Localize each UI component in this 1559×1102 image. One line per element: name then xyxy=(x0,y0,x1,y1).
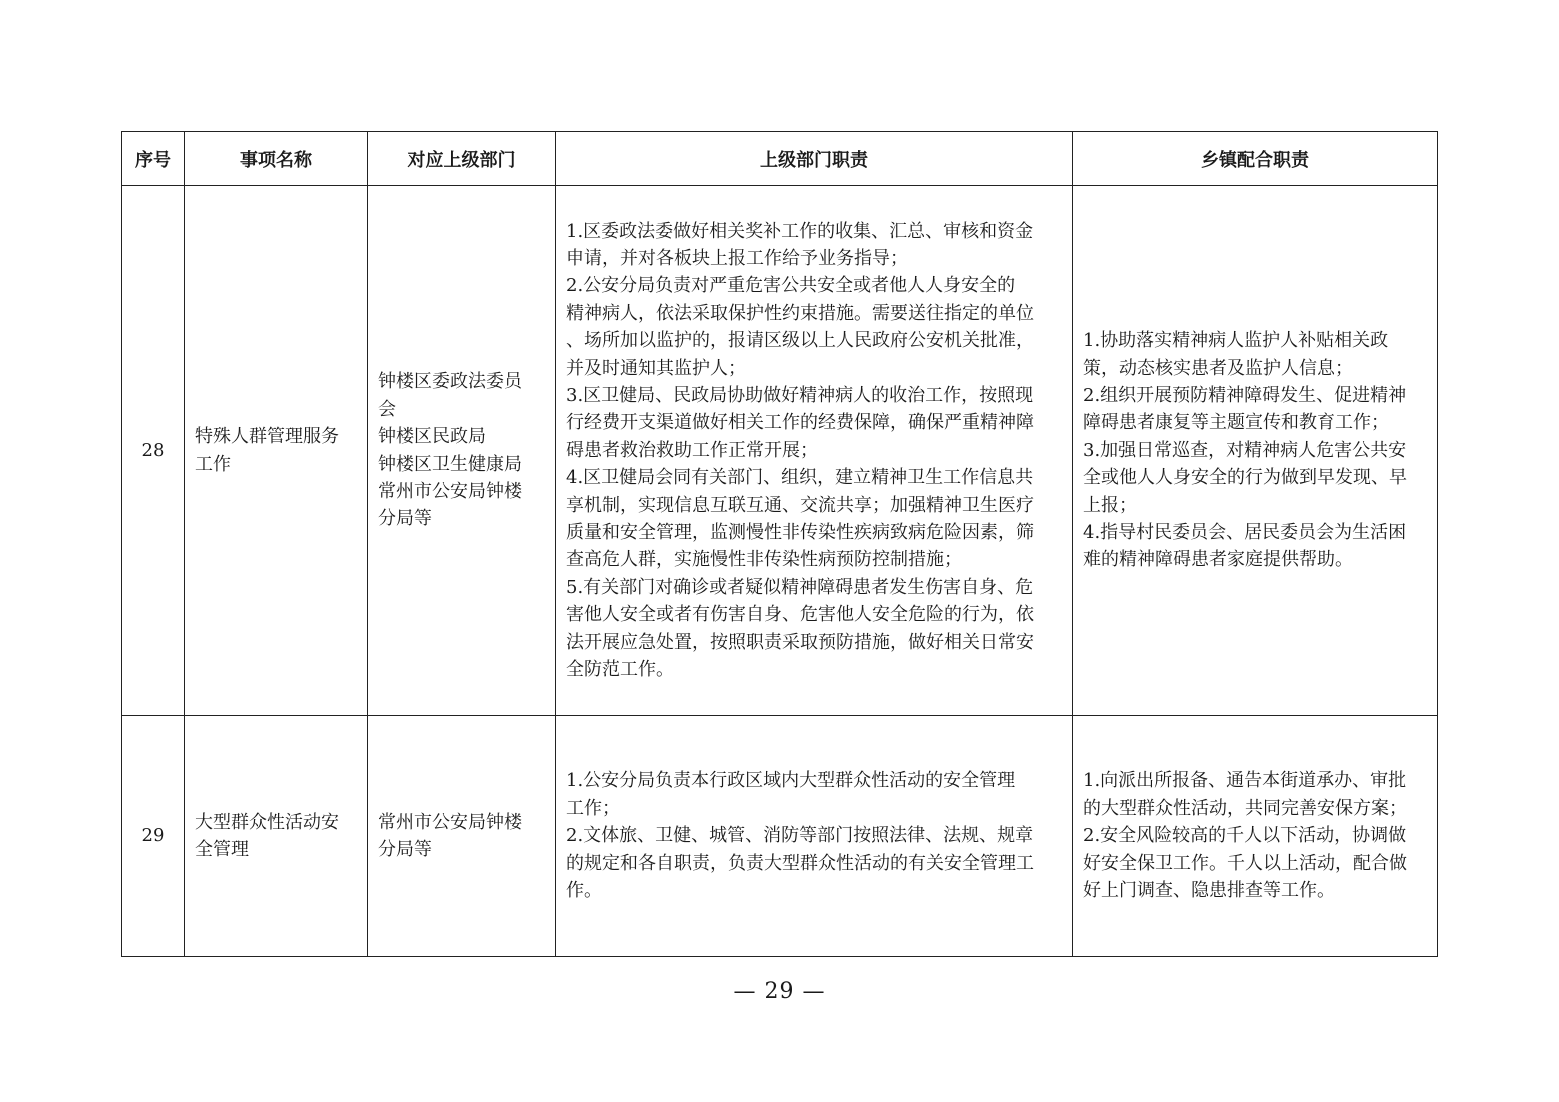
text-line: 申请，并对各板块上报工作给予业务指导； xyxy=(566,247,908,269)
text-line: 法开展应急处置，按照职责采取预防措施，做好相关日常安 xyxy=(566,631,1034,653)
text-line: 分局等 xyxy=(378,839,432,860)
text-line: 、场所加以监护的，报请区级以上人民政府公安机关批准， xyxy=(566,330,1034,352)
text-line: 害他人安全或者有伤害自身、危害他人安全危险的行为，依 xyxy=(566,604,1034,626)
text-line: 4.区卫健局会同有关部门、组织，建立精神卫生工作信息共 xyxy=(566,467,1034,489)
text-line: 全或他人人身安全的行为做到早发现、早 xyxy=(1083,467,1407,489)
responsibility-table xyxy=(121,131,1438,957)
text-line: 钟楼区民政局 xyxy=(378,426,486,448)
text-line: 2.安全风险较高的千人以下活动，协调做 xyxy=(1083,825,1407,847)
text-line: 的大型群众性活动，共同完善安保方案； xyxy=(1083,797,1407,819)
header-superior-duty: 上级部门职责 xyxy=(556,132,1073,186)
text-line: 障碍患者康复等主题宣传和教育工作； xyxy=(1083,412,1389,434)
text-line: 难的精神障碍患者家庭提供帮助。 xyxy=(1083,549,1353,571)
text-line: 1.协助落实精神病人监护人补贴相关政 xyxy=(1083,330,1389,352)
text-line: 行经费开支渠道做好相关工作的经费保障，确保严重精神障 xyxy=(566,412,1034,434)
text-line: 大型群众性活动安 xyxy=(195,811,339,833)
text-line: 策，动态核实患者及监护人信息； xyxy=(1083,357,1353,379)
row-item-name xyxy=(185,716,368,957)
text-line: 的规定和各自职责，负责大型群众性活动的有关安全管理工 xyxy=(566,852,1034,874)
header-town-duty: 乡镇配合职责 xyxy=(1073,132,1438,186)
text-line: 常州市公安局钟楼 xyxy=(378,480,522,502)
table-row xyxy=(122,716,1438,957)
text-line: 2.组织开展预防精神障碍发生、促进精神 xyxy=(1083,384,1407,406)
text-line: 精神病人，依法采取保护性约束措施。需要送往指定的单位 xyxy=(566,302,1034,324)
text-line: 3.区卫健局、民政局协助做好精神病人的收治工作，按照现 xyxy=(566,384,1034,406)
text-line: 分局等 xyxy=(378,508,432,530)
row-superior-dept xyxy=(368,186,556,716)
text-line: 5.有关部门对确诊或者疑似精神障碍患者发生伤害自身、危 xyxy=(566,576,1034,598)
text-line: 1.公安分局负责本行政区域内大型群众性活动的安全管理 xyxy=(566,770,1016,792)
text-line: 查高危人群，实施慢性非传染性病预防控制措施； xyxy=(566,549,962,571)
text-line: 全防范工作。 xyxy=(566,659,674,681)
text-line: 质量和安全管理，监测慢性非传染性疾病致病危险因素，筛 xyxy=(566,522,1034,544)
table-header-row xyxy=(122,132,1438,186)
row-town-duty xyxy=(1073,186,1438,716)
text-line: 2.公安分局负责对严重危害公共安全或者他人人身安全的 xyxy=(566,275,1016,297)
text-line: 并及时通知其监护人； xyxy=(566,357,746,379)
text-line: 作。 xyxy=(566,880,602,902)
text-line: 1.区委政法委做好相关奖补工作的收集、汇总、审核和资金 xyxy=(566,220,1034,242)
text-line: 4.指导村民委员会、居民委员会为生活困 xyxy=(1083,522,1407,544)
row-superior-dept xyxy=(368,716,556,957)
text-line: 工作 xyxy=(195,453,231,475)
row-item-name xyxy=(185,186,368,716)
text-line: 碍患者救治救助工作正常开展； xyxy=(566,439,818,461)
text-line: 特殊人群管理服务 xyxy=(195,426,339,448)
text-line: 钟楼区委政法委员 xyxy=(378,371,522,393)
text-line: 工作； xyxy=(566,797,620,819)
text-line: 会 xyxy=(378,398,396,420)
row-serial: 29 xyxy=(122,716,185,957)
text-line: 3.加强日常巡查，对精神病人危害公共安 xyxy=(1083,439,1407,461)
text-line: 享机制，实现信息互联互通、交流共享；加强精神卫生医疗 xyxy=(566,494,1034,516)
header-serial: 序号 xyxy=(122,132,185,186)
text-line: 全管理 xyxy=(195,839,249,860)
text-line: 好安全保卫工作。千人以上活动，配合做 xyxy=(1083,852,1407,874)
row-serial: 28 xyxy=(122,186,185,716)
page-number: — 29 — xyxy=(733,979,826,1004)
row-superior-duty xyxy=(556,716,1073,957)
text-line: 常州市公安局钟楼 xyxy=(378,811,522,833)
row-superior-duty xyxy=(556,186,1073,716)
text-line: 2.文体旅、卫健、城管、消防等部门按照法律、法规、规章 xyxy=(566,825,1034,847)
text-line: 上报； xyxy=(1083,494,1137,516)
header-item-name: 事项名称 xyxy=(185,132,368,186)
row-town-duty xyxy=(1073,716,1438,957)
text-line: 钟楼区卫生健康局 xyxy=(378,453,522,475)
text-line: 1.向派出所报备、通告本街道承办、审批 xyxy=(1083,770,1407,792)
text-line: 好上门调查、隐患排查等工作。 xyxy=(1083,880,1335,902)
header-superior-dept: 对应上级部门 xyxy=(368,132,556,186)
table-row xyxy=(122,186,1438,716)
